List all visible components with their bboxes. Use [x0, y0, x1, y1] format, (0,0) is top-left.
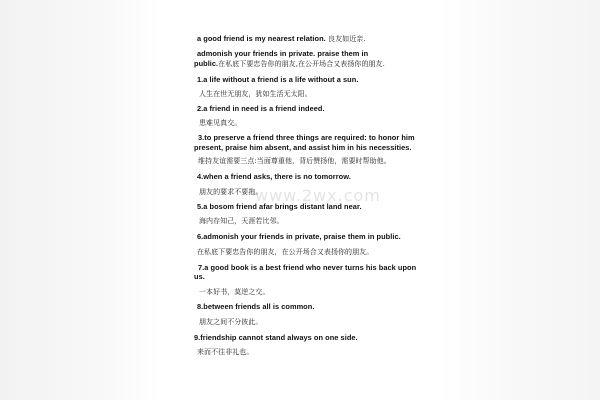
- text-line: 海内存知己，天涯若比邻。: [199, 217, 284, 225]
- text-line: 7.a good book is a best friend who never turns his back upon: [198, 263, 417, 272]
- text-line: a good friend is my nearest relation. 良友如近亲.: [197, 34, 366, 43]
- text-line: 一本好书，莫逆之交。: [199, 288, 270, 296]
- left-margin-background: [0, 0, 160, 400]
- text-line: 2.a friend in need is a friend indeed.: [197, 104, 325, 113]
- watermark: www.2wx.com: [255, 186, 381, 205]
- text-line: 人生在世无朋友，犹如生活无太阳。: [199, 90, 312, 98]
- text-line: 4.when a friend asks, there is no tomorrow.: [197, 172, 351, 181]
- text-line: 维持友谊需要三点:当面尊重他，背后赞扬他，需要时帮助他。: [198, 157, 391, 165]
- text-line: us.: [194, 272, 205, 281]
- text-line: 8.between friends all is common.: [197, 302, 315, 311]
- text-line: present, praise him absent, and assist him in his necessities.: [194, 143, 412, 152]
- text-line: 6.admonish your friends in private, praise them in public.: [197, 232, 401, 241]
- text-line: 5.a bosom friend afar brings distant land near.: [197, 202, 362, 211]
- text-line: 在私底下要忠告你的朋友，在公开场合又表扬你的朋友。: [197, 248, 374, 256]
- text-line: 1.a life without a friend is a life without a sun.: [197, 75, 359, 84]
- text-line: 来而不往非礼也。: [197, 348, 254, 356]
- text-line: public.在私底下要忠告你的朋友,在公开场合又表扬你的朋友.: [194, 59, 385, 68]
- text-line: 朋友之间不分彼此。: [199, 318, 263, 326]
- text-line: admonish your friends in private. praise them in: [197, 49, 369, 58]
- text-line: 患难见真交。: [199, 119, 242, 127]
- right-margin-background: [440, 0, 600, 400]
- text-line: 9.friendship cannot stand always on one side.: [194, 333, 358, 342]
- text-line: 朋友的要求不要拖。: [199, 188, 263, 196]
- text-line: 3.to preserve a friend three things are required: to honor him: [198, 133, 415, 142]
